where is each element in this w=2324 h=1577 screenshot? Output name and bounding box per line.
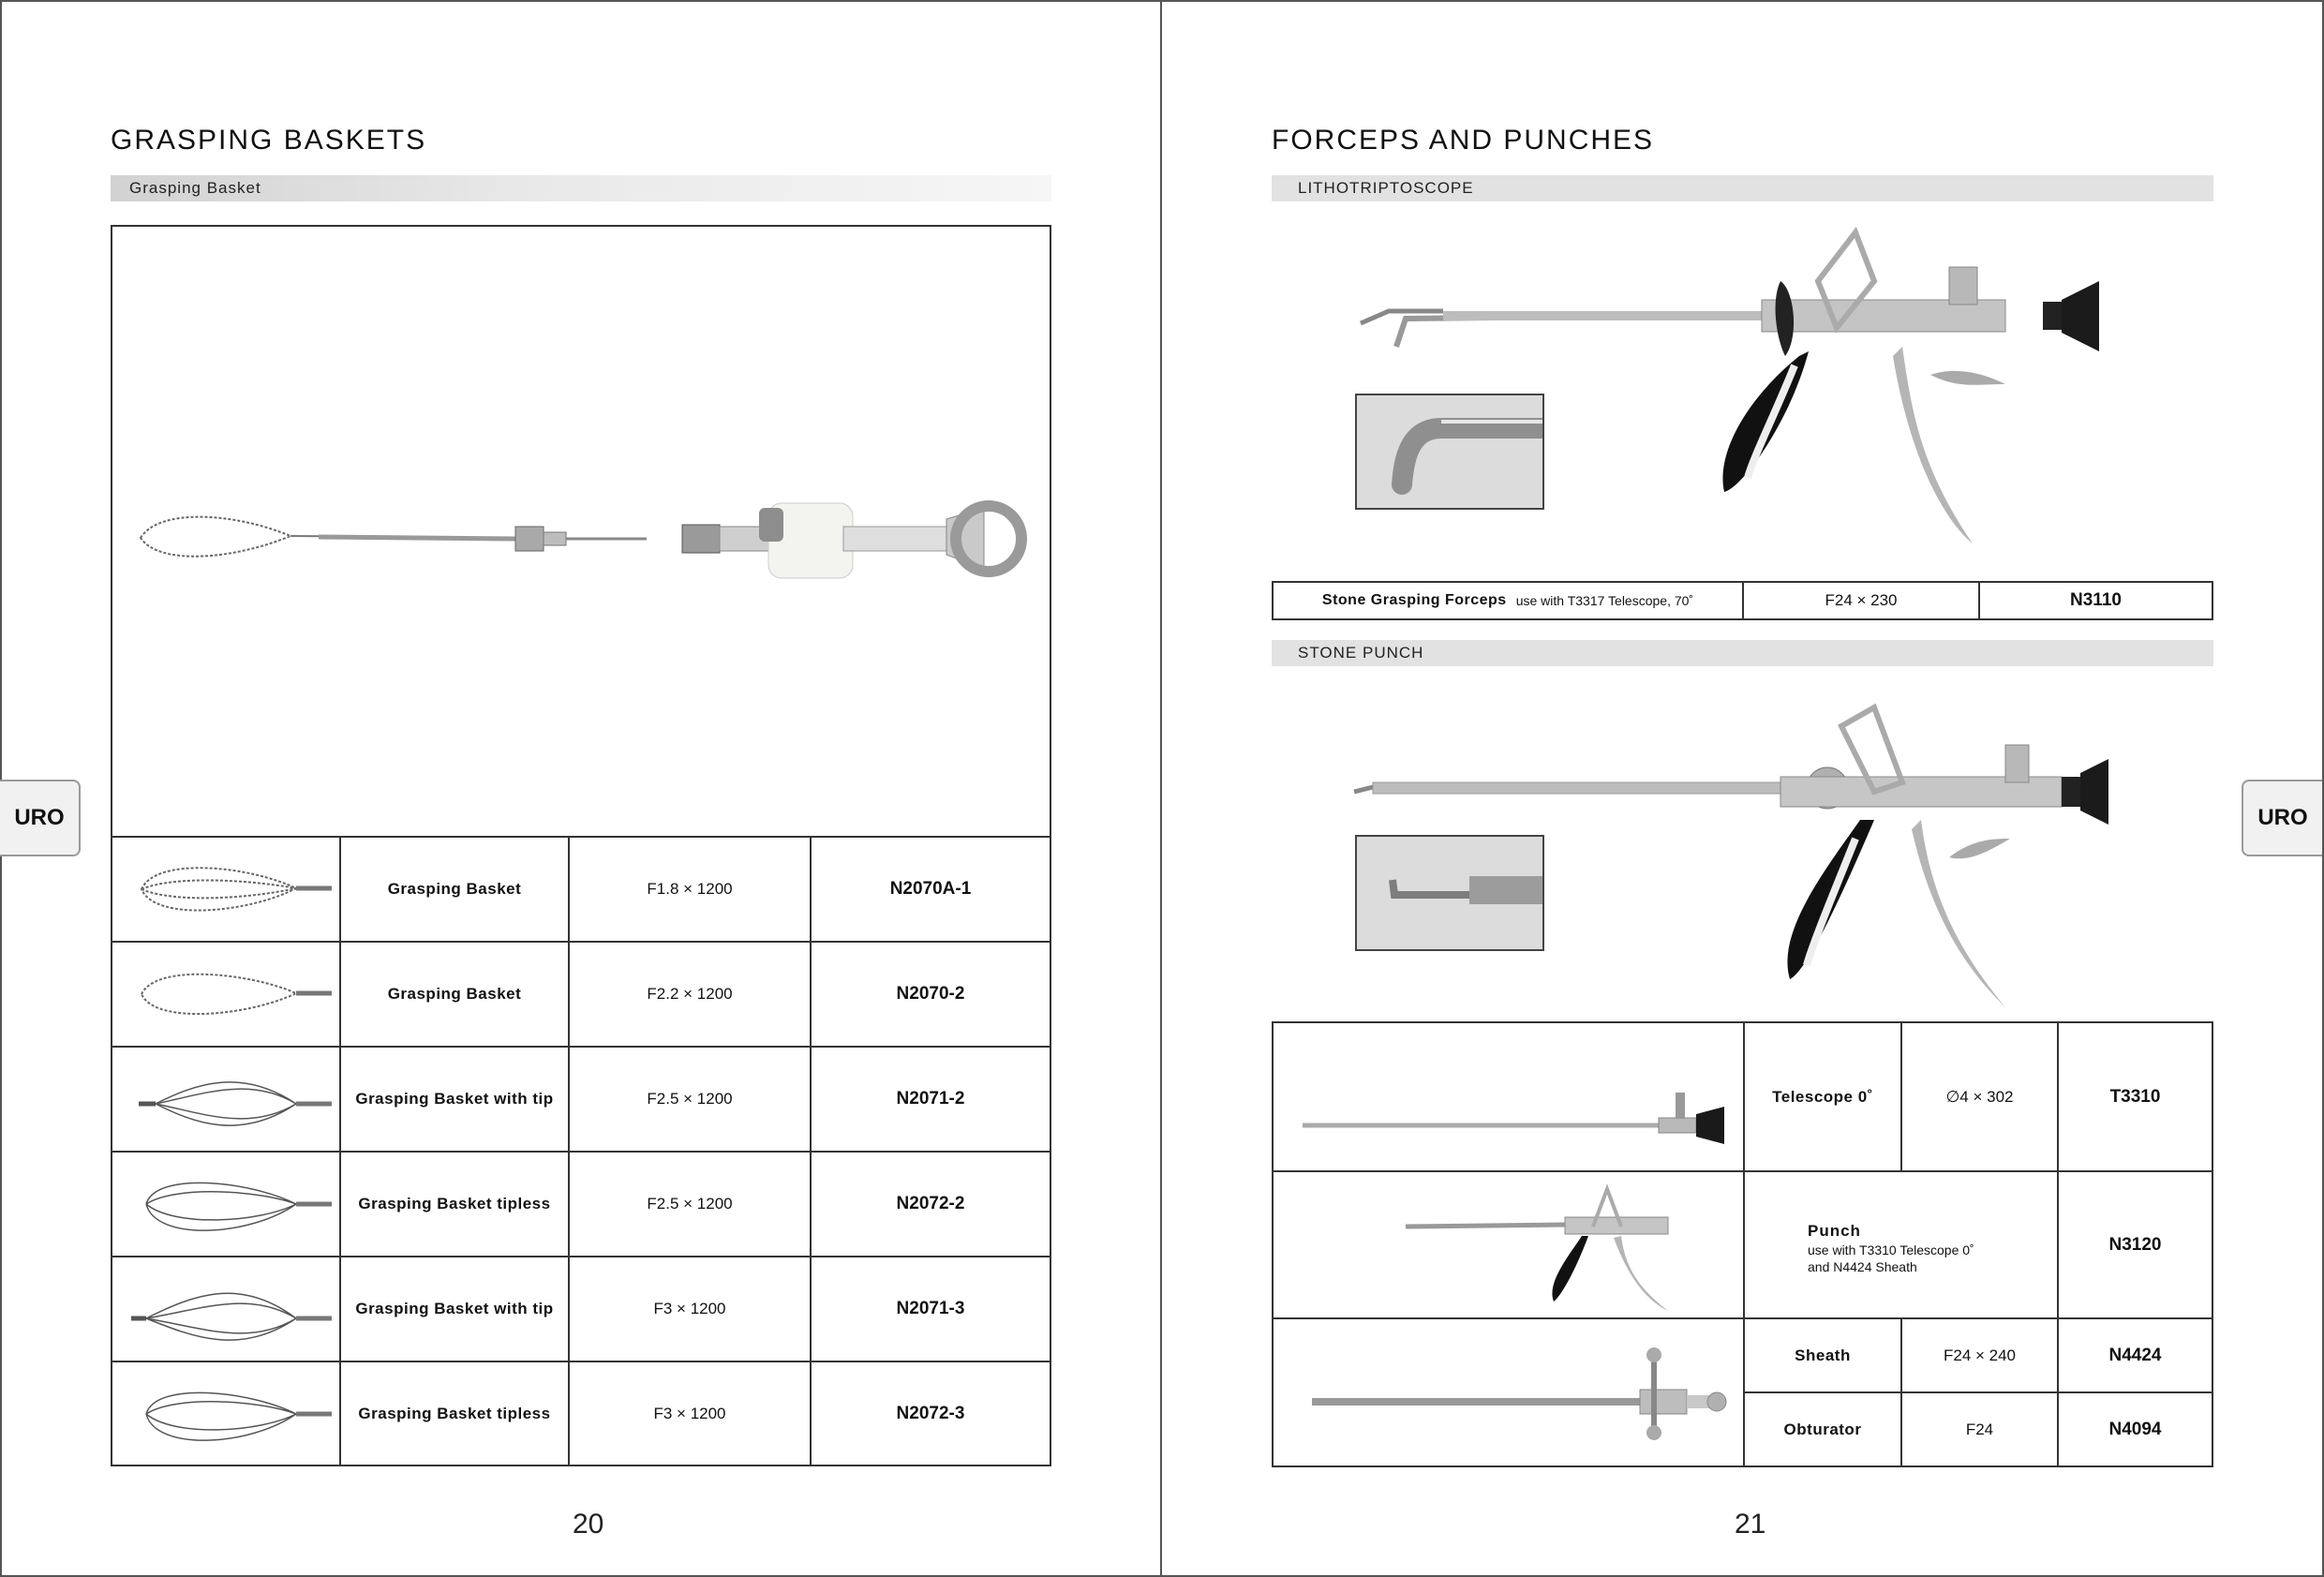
telescope-thumbnail bbox=[1274, 1023, 1743, 1170]
product-size: F24 × 230 bbox=[1744, 583, 1980, 618]
product-size: F2.5 × 1200 bbox=[570, 1048, 812, 1151]
telescope-punch-sheath-table bbox=[1272, 1021, 2213, 1467]
basket-thumbnail bbox=[112, 943, 341, 1046]
basket-thumbnail bbox=[112, 1048, 341, 1151]
basket-thumbnail bbox=[112, 1153, 341, 1256]
stone-punch-tip-inset bbox=[1355, 835, 1544, 951]
punch-name: Punch bbox=[1808, 1222, 1861, 1240]
punch-code: N3120 bbox=[2108, 1234, 2162, 1255]
punch-description bbox=[1808, 1222, 1974, 1274]
product-name: Grasping Basket bbox=[341, 838, 570, 941]
table-row bbox=[112, 1151, 1050, 1256]
product-code: N2072-2 bbox=[896, 1194, 965, 1213]
lithotriptoscope-tip-inset bbox=[1355, 394, 1544, 510]
product-name: Grasping Basket tipless bbox=[341, 1153, 570, 1256]
obturator-code: N4094 bbox=[2108, 1419, 2162, 1439]
product-size: F1.8 × 1200 bbox=[570, 838, 812, 941]
product-name: Grasping Basket with tip bbox=[341, 1257, 570, 1361]
product-size: F2.5 × 1200 bbox=[570, 1153, 812, 1256]
table-row bbox=[112, 1256, 1050, 1361]
obturator-name: Obturator bbox=[1783, 1420, 1862, 1438]
product-code: N2072-3 bbox=[896, 1404, 965, 1423]
page-title-forceps-punches: FORCEPS AND PUNCHES bbox=[1272, 125, 1655, 156]
product-code: N3110 bbox=[2070, 590, 2122, 610]
section-band-grasping-basket: Grasping Basket bbox=[111, 175, 1051, 201]
product-name: Grasping Basket with tip bbox=[341, 1048, 570, 1151]
product-code: N2070A-1 bbox=[889, 879, 972, 899]
product-size: F3 × 1200 bbox=[570, 1257, 812, 1361]
grasping-basket-hero-image bbox=[112, 227, 1050, 838]
sheath-size: F24 × 240 bbox=[1943, 1346, 2017, 1364]
section-tab-uro-right: URO bbox=[2242, 780, 2322, 856]
sheath-thumbnail bbox=[1274, 1319, 1743, 1465]
sheath-name: Sheath bbox=[1795, 1346, 1851, 1364]
table-row bbox=[112, 1046, 1050, 1151]
product-size: F3 × 1200 bbox=[570, 1362, 812, 1465]
telescope-size: ∅4 × 302 bbox=[1945, 1087, 2014, 1106]
page-title-grasping-baskets: GRASPING BASKETS bbox=[111, 125, 427, 156]
table-row bbox=[112, 836, 1050, 941]
product-note: use with T3317 Telescope, 70˚ bbox=[1515, 593, 1694, 608]
product-name: Grasping Basket bbox=[341, 943, 570, 1046]
obturator-size: F24 bbox=[1965, 1420, 1994, 1438]
grasping-basket-table bbox=[111, 225, 1051, 1466]
product-code: N2071-3 bbox=[896, 1299, 965, 1318]
punch-note-2: and N4424 Sheath bbox=[1808, 1259, 1917, 1274]
product-name: Grasping Basket tipless bbox=[341, 1362, 570, 1465]
section-band-lithotriptoscope: LITHOTRIPTOSCOPE bbox=[1272, 175, 2213, 201]
punch-thumbnail bbox=[1274, 1172, 1743, 1317]
sheath-code: N4424 bbox=[2108, 1345, 2162, 1365]
punch-note-1: use with T3310 Telescope 0˚ bbox=[1808, 1242, 1974, 1257]
telescope-name: Telescope 0˚ bbox=[1772, 1087, 1873, 1106]
section-band-stone-punch: STONE PUNCH bbox=[1272, 640, 2213, 666]
product-size: F2.2 × 1200 bbox=[570, 943, 812, 1046]
section-tab-uro-left: URO bbox=[0, 780, 81, 856]
basket-thumbnail bbox=[112, 1257, 341, 1361]
product-name: Stone Grasping Forceps bbox=[1321, 592, 1507, 608]
basket-thumbnail bbox=[112, 838, 341, 941]
table-row bbox=[112, 1361, 1050, 1466]
telescope-code: T3310 bbox=[2109, 1086, 2161, 1107]
page-number-right: 21 bbox=[1735, 1509, 1766, 1540]
product-code: N2070-2 bbox=[896, 984, 965, 1004]
stone-grasping-forceps-row bbox=[1272, 581, 2213, 620]
page-number-left: 20 bbox=[573, 1509, 604, 1540]
table-row bbox=[112, 941, 1050, 1046]
product-code: N2071-2 bbox=[896, 1089, 965, 1108]
page-spine bbox=[1160, 0, 1162, 1577]
basket-thumbnail bbox=[112, 1362, 341, 1465]
